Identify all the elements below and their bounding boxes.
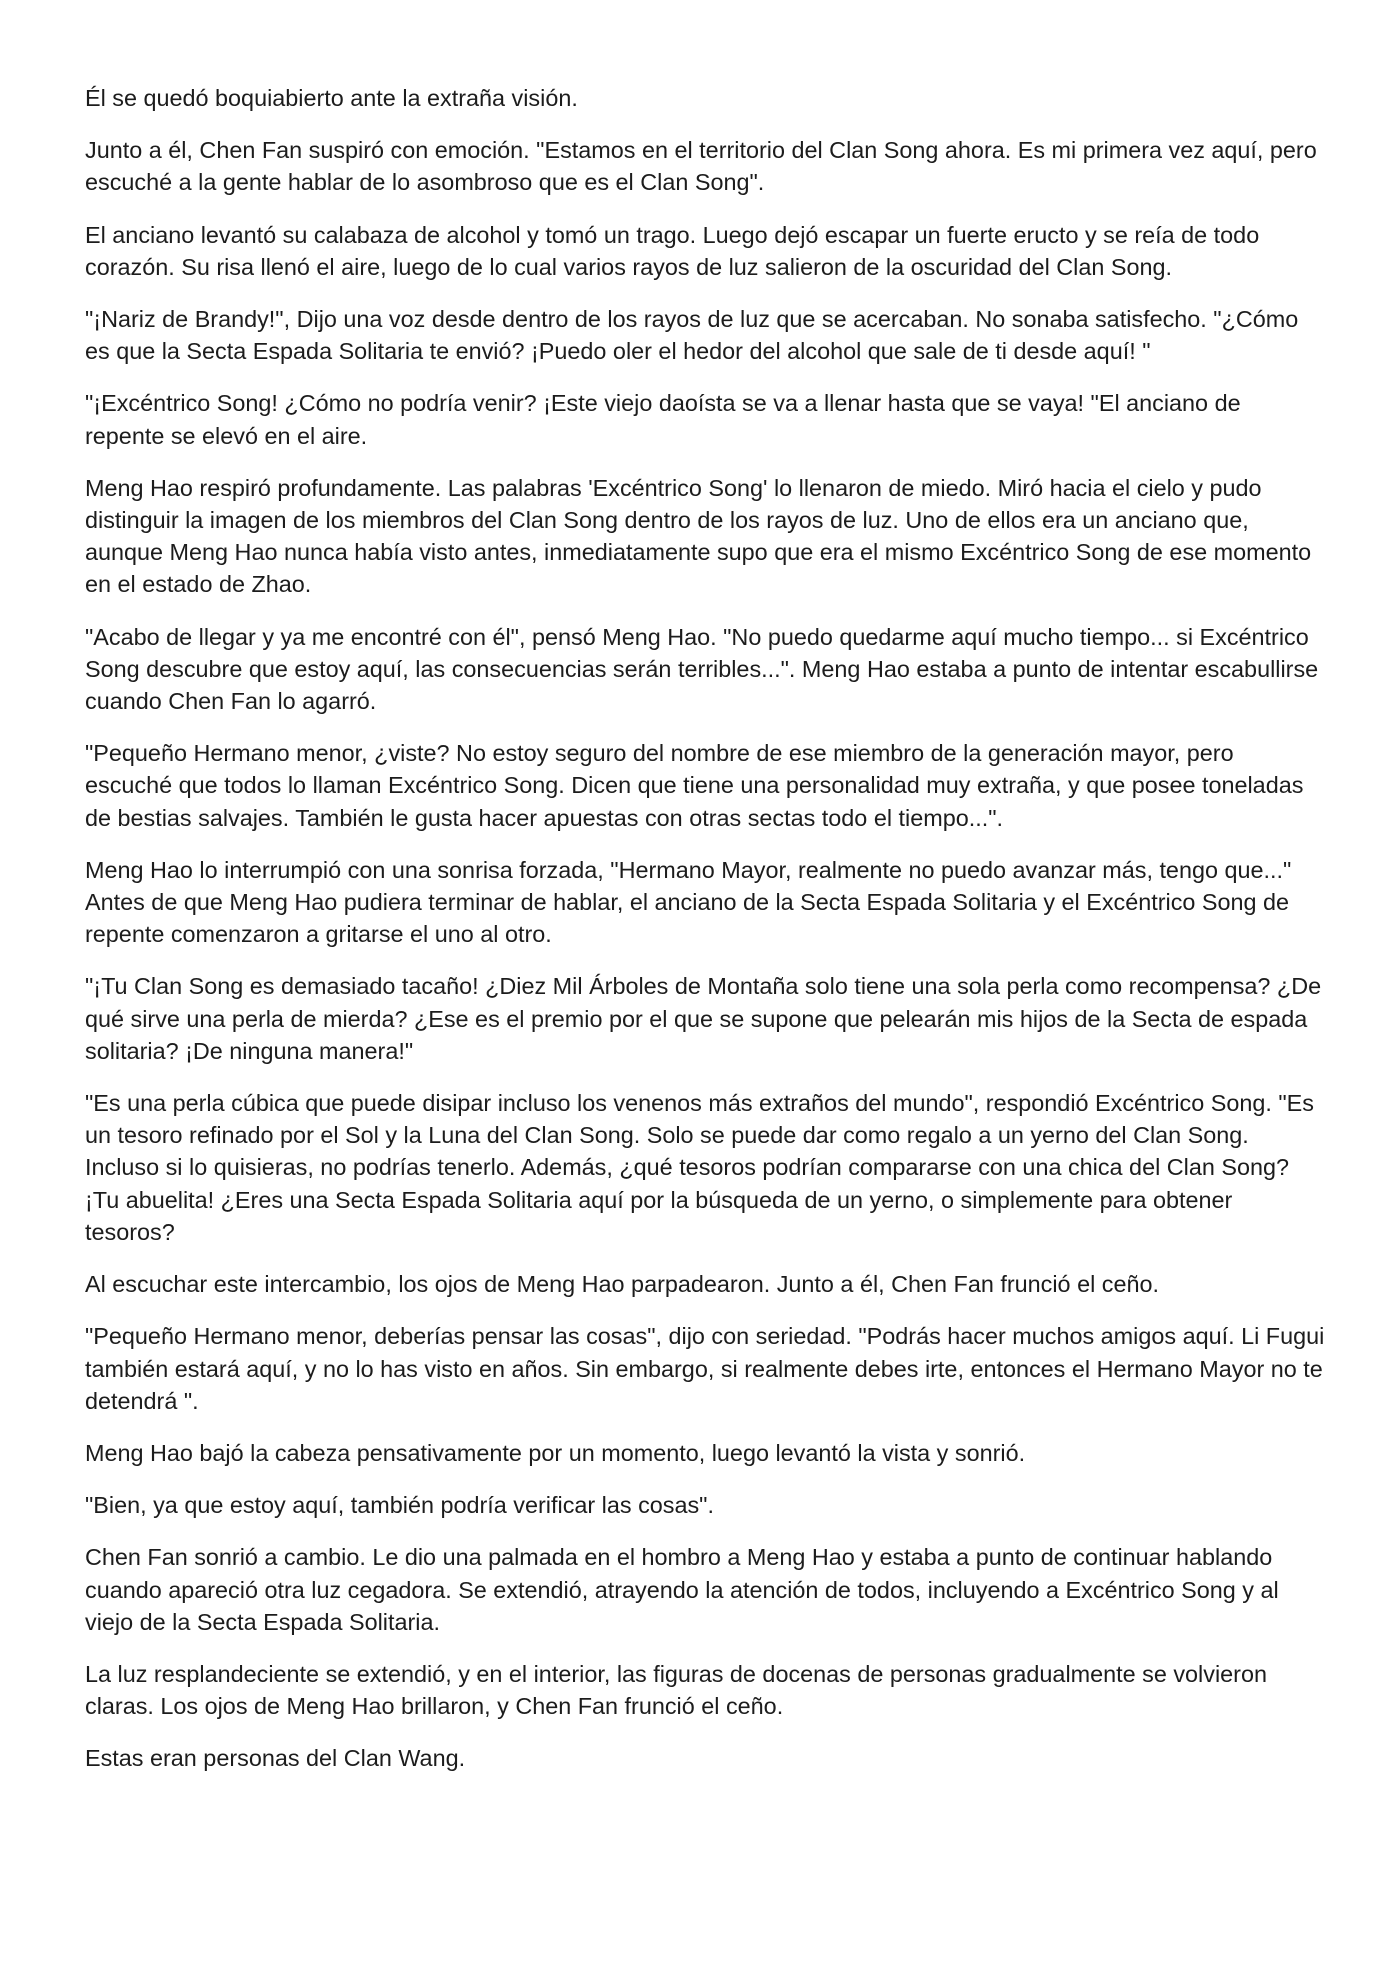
paragraph-5: "¡Excéntrico Song! ¿Cómo no podría venir? ¡Este viejo daoísta se va a llenar hasta que se vaya! "El anciano de repente se elevó en el aire. — [85, 390, 1241, 449]
paragraph-6: Meng Hao respiró profundamente. Las palabras 'Excéntrico Song' lo llenaron de miedo. Miró hacia el cielo y pudo distinguir la imagen de los miembros del Clan Song dentro de los rayos de luz. Uno de ellos era un anciano que, aunque Meng Hao nunca había visto antes, inmediatamente supo que era el mismo Excéntrico Song de ese momento en el estado de Zhao. — [85, 474, 1312, 598]
document-page — [85, 82, 1325, 1795]
paragraph-7: "Acabo de llegar y ya me encontré con él", pensó Meng Hao. "No puedo quedarme aquí mucho tiempo... si Excéntrico Song descubre que estoy aquí, las consecuencias serán terribles...". Meng Hao estaba a punto de intentar escabullirse cuando Chen Fan lo agarró. — [85, 623, 1319, 715]
paragraph-1: Él se quedó boquiabierto ante la extraña visión. — [85, 85, 578, 111]
paragraph-11: "Es una perla cúbica que puede disipar incluso los venenos más extraños del mundo", respondió Excéntrico Song. "Es un tesoro refinado por el Sol y la Luna del Clan Song. Solo se puede dar como regalo a un yerno del Clan Song. Incluso si lo quisieras, no podrías tenerlo. Además, ¿qué tesoros podrían compararse con una chica del Clan Song? ¡Tu abuelita! ¿Eres una Secta Espada Solitaria aquí por la búsqueda de un yerno, o simplemente para obtener tesoros? — [85, 1090, 1314, 1245]
paragraph-8: "Pequeño Hermano menor, ¿viste? No estoy seguro del nombre de ese miembro de la generación mayor, pero escuché que todos lo llaman Excéntrico Song. Dicen que tiene una personalidad muy extraña, y que posee toneladas de bestias salvajes. También le gusta hacer apuestas con otras sectas todo el tiempo...". — [85, 740, 1304, 831]
paragraph-9: Meng Hao lo interrumpió con una sonrisa forzada, "Hermano Mayor, realmente no puedo avanzar más, tengo que..." Antes de que Meng Hao pudiera terminar de hablar, el anciano de la Secta Espada Solitaria y el Excéntrico Song de repente comenzaron a gritarse el uno al otro. — [85, 856, 1292, 948]
paragraph-14: Meng Hao bajó la cabeza pensativamente por un momento, luego levantó la vista y sonrió. — [85, 1439, 1026, 1466]
paragraph-2: Junto a él, Chen Fan suspiró con emoción. "Estamos en el territorio del Clan Song ahora. Es mi primera vez aquí, pero escuché a la gente hablar de lo asombroso que es el Clan Song". — [85, 137, 1317, 196]
paragraph-4: "¡Nariz de Brandy!", Dijo una voz desde dentro de los rayos de luz que se acercaban. No sonaba satisfecho. "¿Cómo es que la Secta Espada Solitaria te envió? ¡Puedo oler el hedor del alcohol que sale de ti desde aquí! " — [85, 306, 1299, 365]
paragraph-12: Al escuchar este intercambio, los ojos de Meng Hao parpadearon. Junto a él, Chen Fan frunció el ceño. — [85, 1271, 1159, 1298]
paragraph-13: "Pequeño Hermano menor, deberías pensar las cosas", dijo con seriedad. "Podrás hacer muchos amigos aquí. Li Fugui también estará aquí, y no lo has visto en años. Sin embargo, si realmente debes irte, entonces el Hermano Mayor no te detendrá ". — [85, 1323, 1325, 1414]
paragraph-10: "¡Tu Clan Song es demasiado tacaño! ¿Diez Mil Árboles de Montaña solo tiene una sola perla como recompensa? ¿De qué sirve una perla de mierda? ¿Ese es el premio por el que se supone que pelearán mis hijos de la Secta de espada solitaria? ¡De ninguna manera!" — [85, 973, 1322, 1064]
paragraph-17: La luz resplandeciente se extendió, y en el interior, las figuras de docenas de personas gradualmente se volvieron claras. Los ojos de Meng Hao brillaron, y Chen Fan frunció el ceño. — [85, 1660, 1267, 1720]
paragraph-16: Chen Fan sonrió a cambio. Le dio una palmada en el hombro a Meng Hao y estaba a punto de continuar hablando cuando apareció otra luz cegadora. Se extendió, atrayendo la atención de todos, incluyendo a Excéntrico Song y al viejo de la Secta Espada Solitaria. — [85, 1544, 1279, 1635]
paragraph-18: Estas eran personas del Clan Wang. — [85, 1745, 466, 1772]
paragraph-15: "Bien, ya que estoy aquí, también podría verificar las cosas". — [85, 1492, 714, 1519]
paragraph-3: El anciano levantó su calabaza de alcohol y tomó un trago. Luego dejó escapar un fuerte eructo y se reía de todo corazón. Su risa llenó el aire, luego de lo cual varios rayos de luz salieron de la oscuridad del Clan Song. — [85, 221, 1260, 280]
